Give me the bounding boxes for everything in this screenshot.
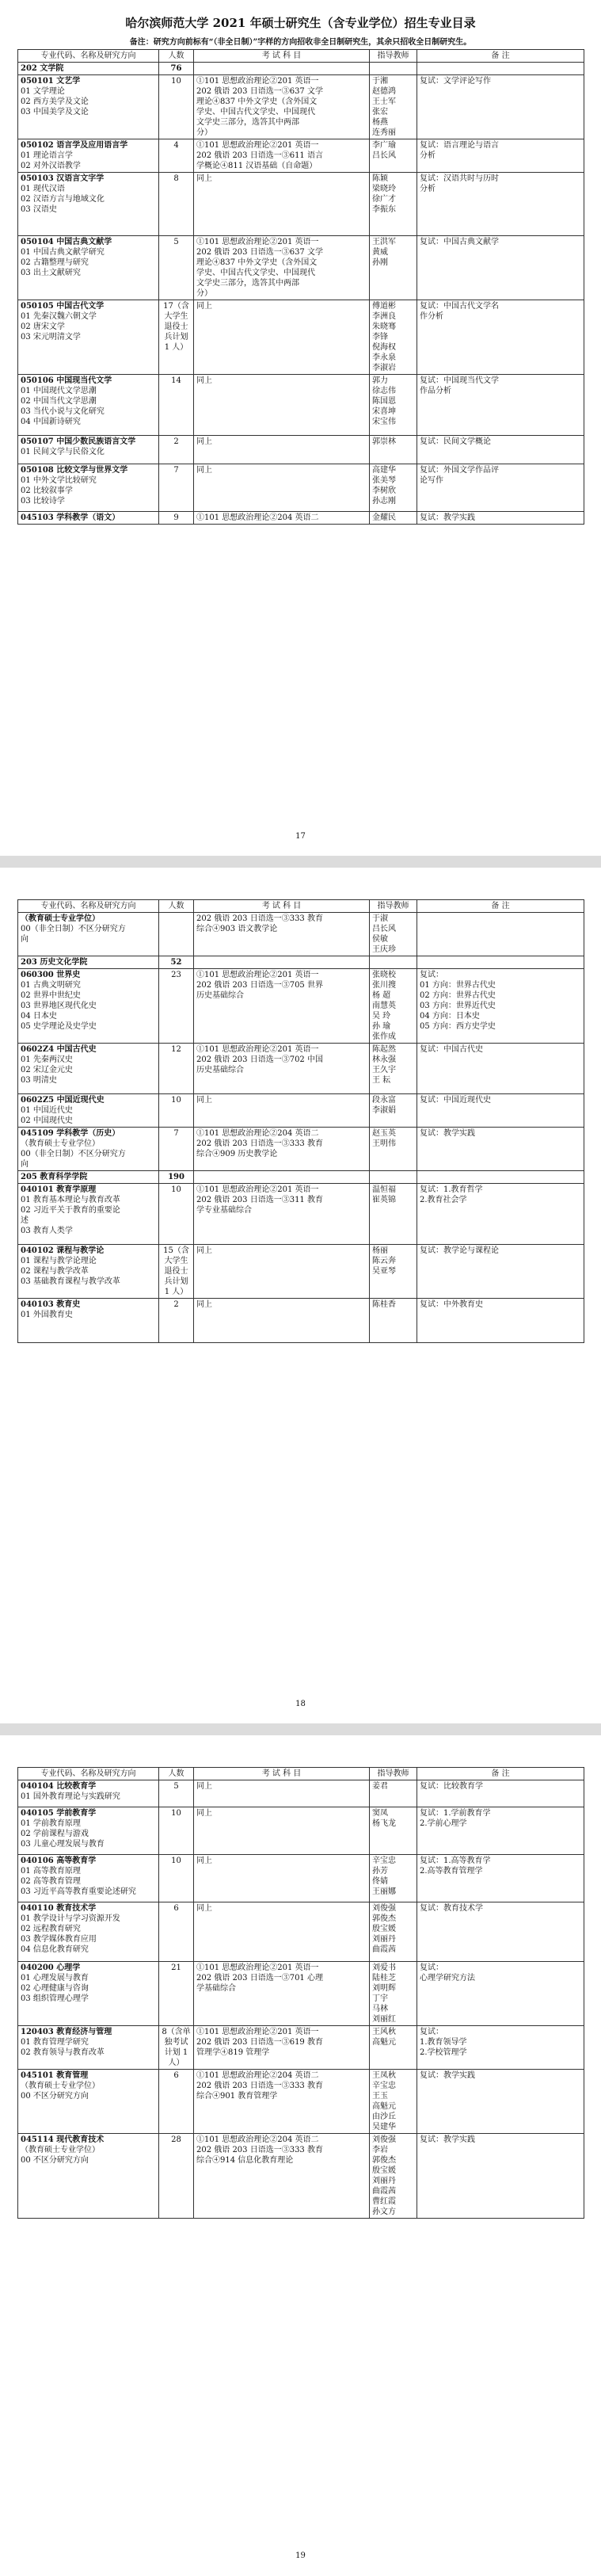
page-18 (0, 868, 601, 1723)
major-row (18, 2134, 584, 2219)
count-cell: 14 (159, 375, 194, 436)
advisor-cell: 于淑 吕长风 侯敏 王庆珍 (370, 913, 417, 956)
count-cell (159, 913, 194, 956)
exam-cell: ①101 思想政治理论②201 英语一 202 俄语 203 日语选一③637 文学 理论④837 中外文学史（含外国文 学史、中国古代文学史、中国现代 文学史三部分，选答其中两部 分） (194, 75, 370, 139)
advisor-cell: 赵玉英 王明伟 (370, 1128, 417, 1171)
major-cell: 120403 教育经济与管理 01 教育管理学研究 02 教育领导与教育改革 (18, 2026, 159, 2070)
advisor-cell: 陈颖 梁晓玲 徐广才 李振东 (370, 173, 417, 236)
note-cell: 复试：中国现当代文学 作品分析 (417, 375, 584, 436)
note-cell: 复试：教学实践 (417, 2134, 584, 2219)
major-cell: 202 文学院 (18, 63, 159, 75)
column-header: 人数 (159, 1768, 194, 1780)
count-cell: 21 (159, 1962, 194, 2026)
page-17 (0, 0, 601, 856)
advisor-cell: 杨丽 陈云奔 吴亚琴 (370, 1245, 417, 1299)
major-cell: 040200 心理学 01 心理发展与教育 02 心理健康与咨询 03 组织管理心理学 (18, 1962, 159, 2026)
advisor-cell: 郭力 徐志伟 陈国恩 宋喜坤 宋宝伟 (370, 375, 417, 436)
major-cell: 050108 比较文学与世界文学 01 中外文学比较研究 02 比较叙事学 03 比较诗学 (18, 464, 159, 512)
count-cell: 10 (159, 1184, 194, 1245)
major-row (18, 300, 584, 375)
major-cell: 050103 汉语言文字学 01 现代汉语 02 汉语方言与地域文化 03 汉语史 (18, 173, 159, 236)
exam-cell: 同上 (194, 300, 370, 375)
major-row (18, 75, 584, 139)
note-cell: 复试：民间文学概论 (417, 436, 584, 464)
column-header: 人数 (159, 900, 194, 913)
exam-cell: ①101 思想政治理论②204 英语二 202 俄语 203 日语选一③333 教育 综合④909 历史教学论 (194, 1128, 370, 1171)
note-cell (417, 956, 584, 969)
major-cell: 045109 学科教学（历史） （教育硕士专业学位） 00（非全日制）不区分研究方 向 (18, 1128, 159, 1171)
column-header: 备 注 (417, 1768, 584, 1780)
column-header: 考 试 科 目 (194, 50, 370, 63)
count-cell: 17（含大学生退役士兵计划 1 人） (159, 300, 194, 375)
exam-cell: 同上 (194, 1299, 370, 1343)
catalog-table (17, 899, 584, 1343)
count-cell: 6 (159, 1902, 194, 1962)
table-container (17, 49, 584, 525)
college-row (18, 956, 584, 969)
major-row (18, 173, 584, 236)
advisor-cell: 辛宝忠 孙芳 佟婧 王丽娜 (370, 1855, 417, 1902)
major-cell: 045114 现代教育技术 （教育硕士专业学位） 00 不区分研究方向 (18, 2134, 159, 2219)
major-cell: 040103 教育史 01 外国教育史 (18, 1299, 159, 1343)
major-row (18, 1044, 584, 1094)
advisor-cell: 李广瑜 吕长风 (370, 139, 417, 173)
advisor-cell: 陈起然 林永强 王久宇 王 耘 (370, 1044, 417, 1094)
exam-cell: ①101 思想政治理论②201 英语一 202 俄语 203 日语选一③611 语言 学概论④811 汉语基础（自命题） (194, 139, 370, 173)
note-cell: 复试： 1.教育领导学 2.学校管理学 (417, 2026, 584, 2070)
major-row (18, 913, 584, 956)
count-cell: 10 (159, 75, 194, 139)
exam-cell (194, 956, 370, 969)
page-19 (0, 1735, 601, 2576)
advisor-cell: 于湘 赵德鸿 王士军 张宏 杨燕 连秀丽 (370, 75, 417, 139)
exam-cell: 同上 (194, 1780, 370, 1807)
major-row (18, 969, 584, 1044)
major-cell: 040106 高等教育学 01 高等教育原理 02 高等教育管理 03 习近平高等教育重要论述研究 (18, 1855, 159, 1902)
column-header: 指导教师 (370, 900, 417, 913)
count-cell: 9 (159, 512, 194, 525)
exam-cell: ①101 思想政治理论②204 英语二 (194, 512, 370, 525)
count-cell: 6 (159, 2070, 194, 2134)
major-cell: 205 教育科学学院 (18, 1171, 159, 1184)
note-cell (417, 913, 584, 956)
count-cell: 2 (159, 1299, 194, 1343)
page-number: 19 (295, 2551, 306, 2560)
note-cell: 复试：中国近现代史 (417, 1094, 584, 1128)
note-cell: 复试：中国古代史 (417, 1044, 584, 1094)
column-header: 专业代码、名称及研究方向 (18, 900, 159, 913)
advisor-cell: 姜君 (370, 1780, 417, 1807)
note-cell: 复试：中国古代文学名 作分析 (417, 300, 584, 375)
exam-cell: 同上 (194, 464, 370, 512)
exam-cell: 同上 (194, 375, 370, 436)
note-cell: 复试：语言理论与语言 分析 (417, 139, 584, 173)
exam-cell: ①101 思想政治理论②201 英语一 202 俄语 203 日语选一③311 教育 学专业基础综合 (194, 1184, 370, 1245)
note-cell: 复试：比较教育学 (417, 1780, 584, 1807)
major-cell: （教育硕士专业学位） 00（非全日制）不区分研究方 向 (18, 913, 159, 956)
major-row (18, 1245, 584, 1299)
count-cell: 10 (159, 1855, 194, 1902)
note-cell: 复试：教学论与课程论 (417, 1245, 584, 1299)
advisor-cell: 刘俊强 李岩 郭俊杰 殷宝媛 刘丽丹 曲霞茜 曹红霞 孙文方 (370, 2134, 417, 2219)
note-cell: 复试：教育技术学 (417, 1902, 584, 1962)
major-cell: 050105 中国古代文学 01 先秦汉魏六朝文学 02 唐宋文学 03 宋元明清文学 (18, 300, 159, 375)
major-row (18, 1902, 584, 1962)
exam-cell: ①101 思想政治理论②201 英语一 202 俄语 203 日语选一③702 中国 历史基础综合 (194, 1044, 370, 1094)
count-cell: 10 (159, 1807, 194, 1855)
major-row (18, 512, 584, 525)
major-row (18, 1855, 584, 1902)
catalog-table (17, 1767, 584, 2219)
page-number: 17 (295, 832, 306, 841)
exam-cell (194, 63, 370, 75)
major-cell: 060300 世界史 01 古典文明研究 02 世界中世纪史 03 世界地区现代化史 04 日本史 05 史学理论及史学史 (18, 969, 159, 1044)
major-row (18, 436, 584, 464)
table-header-row (18, 900, 584, 913)
column-header: 人数 (159, 50, 194, 63)
column-header: 备 注 (417, 50, 584, 63)
column-header: 考 试 科 目 (194, 1768, 370, 1780)
exam-cell: 同上 (194, 1902, 370, 1962)
major-cell: 040104 比较教育学 01 国外教育理论与实践研究 (18, 1780, 159, 1807)
column-header: 专业代码、名称及研究方向 (18, 1768, 159, 1780)
advisor-cell: 刘爱书 陆桂芝 刘明辉 丁宇 马林 刘丽红 (370, 1962, 417, 2026)
advisor-cell: 郭崇林 (370, 436, 417, 464)
major-row (18, 2070, 584, 2134)
major-row (18, 1807, 584, 1855)
column-header: 考 试 科 目 (194, 900, 370, 913)
major-row (18, 2026, 584, 2070)
count-cell: 4 (159, 139, 194, 173)
note-cell: 复试：1.学前教育学 2.学前心理学 (417, 1807, 584, 1855)
exam-cell (194, 1171, 370, 1184)
note-cell: 复试：外国文学作品评 论写作 (417, 464, 584, 512)
advisor-cell: 王洪军 黄威 孙刚 (370, 236, 417, 300)
major-row (18, 139, 584, 173)
advisor-cell: 王风秋 高魁元 (370, 2026, 417, 2070)
exam-cell: 同上 (194, 1807, 370, 1855)
major-cell: 050107 中国少数民族语言文学 01 民间文学与民俗文化 (18, 436, 159, 464)
major-cell: 050104 中国古典文献学 01 中国古典文献学研究 02 古籍整理与研究 03 出土文献研究 (18, 236, 159, 300)
major-row (18, 1780, 584, 1807)
note-cell: 复试：1.高等教育学 2.高等教育管理学 (417, 1855, 584, 1902)
major-cell: 203 历史文化学院 (18, 956, 159, 969)
table-container (17, 1767, 584, 2219)
major-cell: 040105 学前教育学 01 学前教育原理 02 学前课程与游戏 03 儿童心理发展与教育 (18, 1807, 159, 1855)
count-cell: 76 (159, 63, 194, 75)
count-cell: 5 (159, 1780, 194, 1807)
advisor-cell: 张晓校 张川搜 杨 超 南慧英 吴 玲 孙 瑜 张作成 (370, 969, 417, 1044)
count-cell: 23 (159, 969, 194, 1044)
major-row (18, 375, 584, 436)
major-cell: 050106 中国现当代文学 01 中国现代文学思潮 02 中国当代文学思潮 03 当代小说与文化研究 04 中国新诗研究 (18, 375, 159, 436)
note-cell: 复试： 心理学研究方法 (417, 1962, 584, 2026)
major-cell: 0602Z5 中国近现代史 01 中国近代史 02 中国现代史 (18, 1094, 159, 1128)
note-cell (417, 1171, 584, 1184)
note-cell: 复试： 01 方向：世界古代史 02 方向：世界古代史 03 方向：世界近代史 04 方向：日本史 05 方向：西方史学史 (417, 969, 584, 1044)
note-cell: 复试：汉语共时与历时 分析 (417, 173, 584, 236)
advisor-cell: 温恒福 崔英锦 (370, 1184, 417, 1245)
advisor-cell: 金耀民 (370, 512, 417, 525)
note-cell: 复试：教学实践 (417, 512, 584, 525)
exam-cell: 同上 (194, 1094, 370, 1128)
note-cell: 复试：中国古典文献学 (417, 236, 584, 300)
advisor-cell: 段永富 李淑娟 (370, 1094, 417, 1128)
advisor-cell (370, 1171, 417, 1184)
page-number: 18 (295, 1700, 306, 1708)
advisor-cell (370, 956, 417, 969)
major-row (18, 464, 584, 512)
count-cell: 12 (159, 1044, 194, 1094)
major-cell: 045101 教育管理 （教育硕士专业学位） 00 不区分研究方向 (18, 2070, 159, 2134)
count-cell: 15（含大学生退役士兵计划 1 人） (159, 1245, 194, 1299)
exam-cell: ①101 思想政治理论②204 英语二 202 俄语 203 日语选一③333 教育 综合④901 教育管理学 (194, 2070, 370, 2134)
catalog-table (17, 49, 584, 525)
note-cell: 复试：中外教育史 (417, 1299, 584, 1343)
exam-cell: 同上 (194, 436, 370, 464)
advisor-cell: 刘俊强 郭俊杰 殷宝媛 刘丽丹 曲霞茜 (370, 1902, 417, 1962)
note-cell: 复试：文学评论写作 (417, 75, 584, 139)
advisor-cell: 傅道彬 李洲良 朱晓骞 李锋 倪海权 李永泉 李淑岩 (370, 300, 417, 375)
major-cell: 040101 教育学原理 01 教育基本理论与教育改革 02 习近平关于教育的重要论 述 03 教育人类学 (18, 1184, 159, 1245)
count-cell: 28 (159, 2134, 194, 2219)
note-cell: 复试：教学实践 (417, 1128, 584, 1171)
advisor-cell: 王凤秋 辛宝忠 王玉 高魁元 由沙丘 吴建华 (370, 2070, 417, 2134)
document-title: 哈尔滨师范大学 2021 年硕士研究生（含专业学位）招生专业目录 (125, 16, 476, 30)
major-row (18, 1962, 584, 2026)
count-cell: 7 (159, 464, 194, 512)
major-cell: 050102 语言学及应用语言学 01 理论语言学 02 对外汉语教学 (18, 139, 159, 173)
column-header: 专业代码、名称及研究方向 (18, 50, 159, 63)
major-row (18, 1128, 584, 1171)
count-cell: 2 (159, 436, 194, 464)
note-cell: 复试：教学实践 (417, 2070, 584, 2134)
major-cell: 040102 课程与教学论 01 课程与教学论理论 02 课程与教学改革 03 基础教育课程与教学改革 (18, 1245, 159, 1299)
column-header: 指导教师 (370, 50, 417, 63)
table-container (17, 899, 584, 1343)
exam-cell: ①101 思想政治理论②204 英语二 202 俄语 203 日语选一③333 教育 综合④914 信息化教育理论 (194, 2134, 370, 2219)
major-cell: 0602Z4 中国古代史 01 先秦两汉史 02 宋辽金元史 03 明清史 (18, 1044, 159, 1094)
advisor-cell: 高建华 张美琴 李树欣 孙志刚 (370, 464, 417, 512)
major-cell: 045103 学科教学（语文） (18, 512, 159, 525)
document-note: 备注：研究方向前标有“（非全日制）”字样的方向招收非全日制研究生，其余只招收全日制研究生。 (129, 38, 472, 47)
exam-cell: 202 俄语 203 日语选一③333 教育 综合④903 语文教学论 (194, 913, 370, 956)
exam-cell: ①101 思想政治理论②201 英语一 202 俄语 203 日语选一③701 心理 学基础综合 (194, 1962, 370, 2026)
count-cell: 8（含单独考试计划 1 人） (159, 2026, 194, 2070)
advisor-cell: 陈桂香 (370, 1299, 417, 1343)
table-header-row (18, 1768, 584, 1780)
college-row (18, 63, 584, 75)
count-cell: 10 (159, 1094, 194, 1128)
count-cell: 8 (159, 173, 194, 236)
column-header: 指导教师 (370, 1768, 417, 1780)
exam-cell: ①101 思想政治理论②201 英语一 202 俄语 203 日语选一③705 世界 历史基础综合 (194, 969, 370, 1044)
major-row (18, 1184, 584, 1245)
major-cell: 050101 文艺学 01 文学理论 02 西方美学及文论 03 中国美学及文论 (18, 75, 159, 139)
count-cell: 52 (159, 956, 194, 969)
college-row (18, 1171, 584, 1184)
count-cell: 5 (159, 236, 194, 300)
exam-cell: 同上 (194, 1855, 370, 1902)
exam-cell: ①101 思想政治理论②201 英语一 202 俄语 203 日语选一③619 教育 管理学④819 管理学 (194, 2026, 370, 2070)
major-row (18, 236, 584, 300)
major-row (18, 1299, 584, 1343)
column-header: 备 注 (417, 900, 584, 913)
exam-cell: 同上 (194, 1245, 370, 1299)
note-cell: 复试：1.教育哲学 2.教育社会学 (417, 1184, 584, 1245)
advisor-cell (370, 63, 417, 75)
major-cell: 040110 教育技术学 01 教学设计与学习资源开发 02 远程教育研究 03 教学媒体教育应用 04 信息化教育研究 (18, 1902, 159, 1962)
exam-cell: ①101 思想政治理论②201 英语一 202 俄语 203 日语选一③637 文学 理论④837 中外文学史（含外国文 学史、中国古代文学史、中国现代 文学史三部分，选答其中两部 分） (194, 236, 370, 300)
table-header-row (18, 50, 584, 63)
major-row (18, 1094, 584, 1128)
advisor-cell: 窦凤 杨飞龙 (370, 1807, 417, 1855)
exam-cell: 同上 (194, 173, 370, 236)
count-cell: 190 (159, 1171, 194, 1184)
count-cell: 7 (159, 1128, 194, 1171)
note-cell (417, 63, 584, 75)
